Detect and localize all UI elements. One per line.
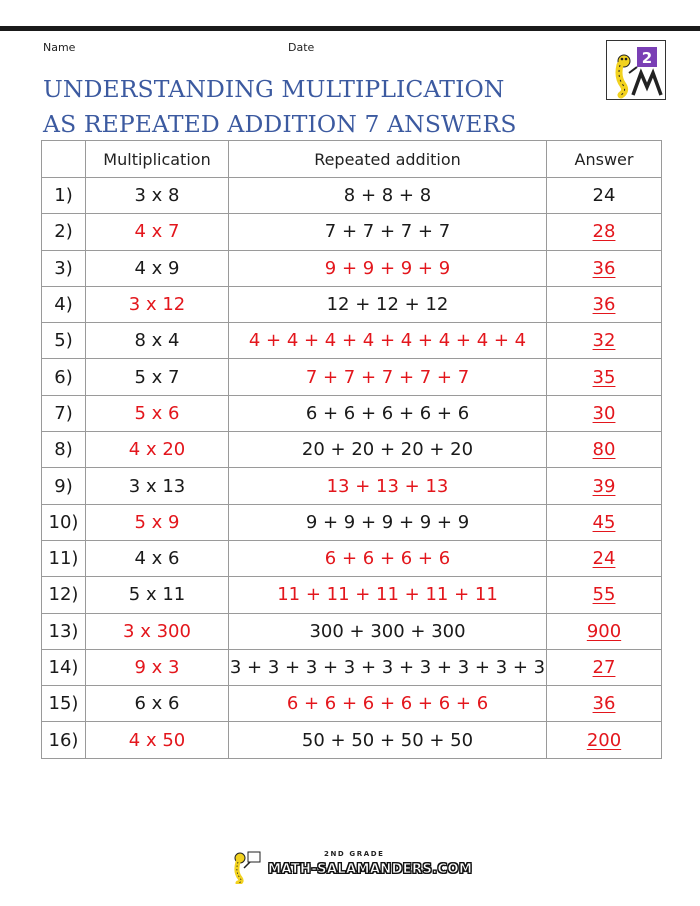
answer-cell: 36 [547, 286, 662, 322]
table-row [42, 504, 662, 540]
multiplication-cell: 5 x 7 [86, 359, 229, 395]
question-number: 16) [42, 722, 86, 758]
footer-grade-label: 2ND GRADE [324, 850, 385, 858]
table-row [42, 214, 662, 250]
multiplication-cell: 9 x 3 [86, 649, 229, 685]
repeated-addition-cell: 300 + 300 + 300 [229, 613, 547, 649]
answer-cell: 200 [547, 722, 662, 758]
question-number: 5) [42, 323, 86, 359]
table-row [42, 577, 662, 613]
salamander-logo-graphic [607, 41, 665, 99]
question-number: 15) [42, 686, 86, 722]
repeated-addition-cell: 6 + 6 + 6 + 6 + 6 [229, 395, 547, 431]
question-number: 6) [42, 359, 86, 395]
repeated-addition-cell: 4 + 4 + 4 + 4 + 4 + 4 + 4 + 4 [229, 323, 547, 359]
answer-cell: 80 [547, 432, 662, 468]
answer-cell: 27 [547, 649, 662, 685]
worksheet-table [41, 140, 662, 759]
header-answer: Answer [547, 141, 662, 178]
table-row [42, 432, 662, 468]
question-number: 11) [42, 540, 86, 576]
multiplication-cell: 3 x 12 [86, 286, 229, 322]
answer-cell: 39 [547, 468, 662, 504]
answer-cell: 24 [547, 178, 662, 214]
repeated-addition-cell: 50 + 50 + 50 + 50 [229, 722, 547, 758]
repeated-addition-cell: 7 + 7 + 7 + 7 [229, 214, 547, 250]
repeated-addition-cell: 13 + 13 + 13 [229, 468, 547, 504]
question-number: 8) [42, 432, 86, 468]
table-row [42, 722, 662, 758]
repeated-addition-cell: 9 + 9 + 9 + 9 + 9 [229, 504, 547, 540]
top-rule [0, 26, 700, 31]
repeated-addition-cell: 8 + 8 + 8 [229, 178, 547, 214]
multiplication-cell: 3 x 300 [86, 613, 229, 649]
header-repeated-addition: Repeated addition [229, 141, 547, 178]
answer-cell: 35 [547, 359, 662, 395]
multiplication-cell: 4 x 7 [86, 214, 229, 250]
answer-cell: 28 [547, 214, 662, 250]
multiplication-cell: 4 x 9 [86, 250, 229, 286]
answer-cell: 36 [547, 250, 662, 286]
repeated-addition-cell: 20 + 20 + 20 + 20 [229, 432, 547, 468]
table-row [42, 178, 662, 214]
table-row [42, 323, 662, 359]
table-row [42, 686, 662, 722]
footer-site-name: MATH-SALAMANDERS.COM [268, 862, 473, 877]
question-number: 13) [42, 613, 86, 649]
worksheet-title-line-2: AS REPEATED ADDITION 7 ANSWERS [43, 110, 517, 138]
table-row [42, 649, 662, 685]
answer-cell: 45 [547, 504, 662, 540]
multiplication-cell: 5 x 9 [86, 504, 229, 540]
table-row [42, 359, 662, 395]
table-row [42, 395, 662, 431]
multiplication-cell: 3 x 8 [86, 178, 229, 214]
multiplication-cell: 5 x 11 [86, 577, 229, 613]
answer-cell: 32 [547, 323, 662, 359]
question-number: 12) [42, 577, 86, 613]
table-header-row [42, 141, 662, 178]
header-multiplication: Multiplication [86, 141, 229, 178]
multiplication-cell: 4 x 50 [86, 722, 229, 758]
question-number: 10) [42, 504, 86, 540]
salamander-logo-icon [606, 40, 666, 100]
question-number: 4) [42, 286, 86, 322]
repeated-addition-cell: 9 + 9 + 9 + 9 [229, 250, 547, 286]
question-number: 3) [42, 250, 86, 286]
name-label: Name [43, 41, 76, 54]
repeated-addition-cell: 7 + 7 + 7 + 7 + 7 [229, 359, 547, 395]
table-row [42, 250, 662, 286]
question-number: 1) [42, 178, 86, 214]
multiplication-cell: 4 x 6 [86, 540, 229, 576]
footer-logo [230, 850, 473, 884]
question-number: 7) [42, 395, 86, 431]
answer-cell: 55 [547, 577, 662, 613]
header-number [42, 141, 86, 178]
date-label: Date [288, 41, 315, 54]
multiplication-cell: 8 x 4 [86, 323, 229, 359]
table-row [42, 468, 662, 504]
table-row [42, 286, 662, 322]
multiplication-cell: 6 x 6 [86, 686, 229, 722]
repeated-addition-cell: 12 + 12 + 12 [229, 286, 547, 322]
answer-cell: 30 [547, 395, 662, 431]
multiplication-cell: 4 x 20 [86, 432, 229, 468]
question-number: 2) [42, 214, 86, 250]
table-row [42, 540, 662, 576]
repeated-addition-cell: 11 + 11 + 11 + 11 + 11 [229, 577, 547, 613]
repeated-addition-cell: 3 + 3 + 3 + 3 + 3 + 3 + 3 + 3 + 3 [229, 649, 547, 685]
question-number: 9) [42, 468, 86, 504]
multiplication-cell: 5 x 6 [86, 395, 229, 431]
salamander-footer-icon [230, 850, 264, 884]
answer-cell: 900 [547, 613, 662, 649]
question-number: 14) [42, 649, 86, 685]
worksheet-title-line-1: UNDERSTANDING MULTIPLICATION [43, 75, 505, 103]
answer-cell: 24 [547, 540, 662, 576]
answer-cell: 36 [547, 686, 662, 722]
multiplication-cell: 3 x 13 [86, 468, 229, 504]
repeated-addition-cell: 6 + 6 + 6 + 6 + 6 + 6 [229, 686, 547, 722]
table-row [42, 613, 662, 649]
repeated-addition-cell: 6 + 6 + 6 + 6 [229, 540, 547, 576]
logo-grade-badge: 2 [641, 49, 653, 67]
